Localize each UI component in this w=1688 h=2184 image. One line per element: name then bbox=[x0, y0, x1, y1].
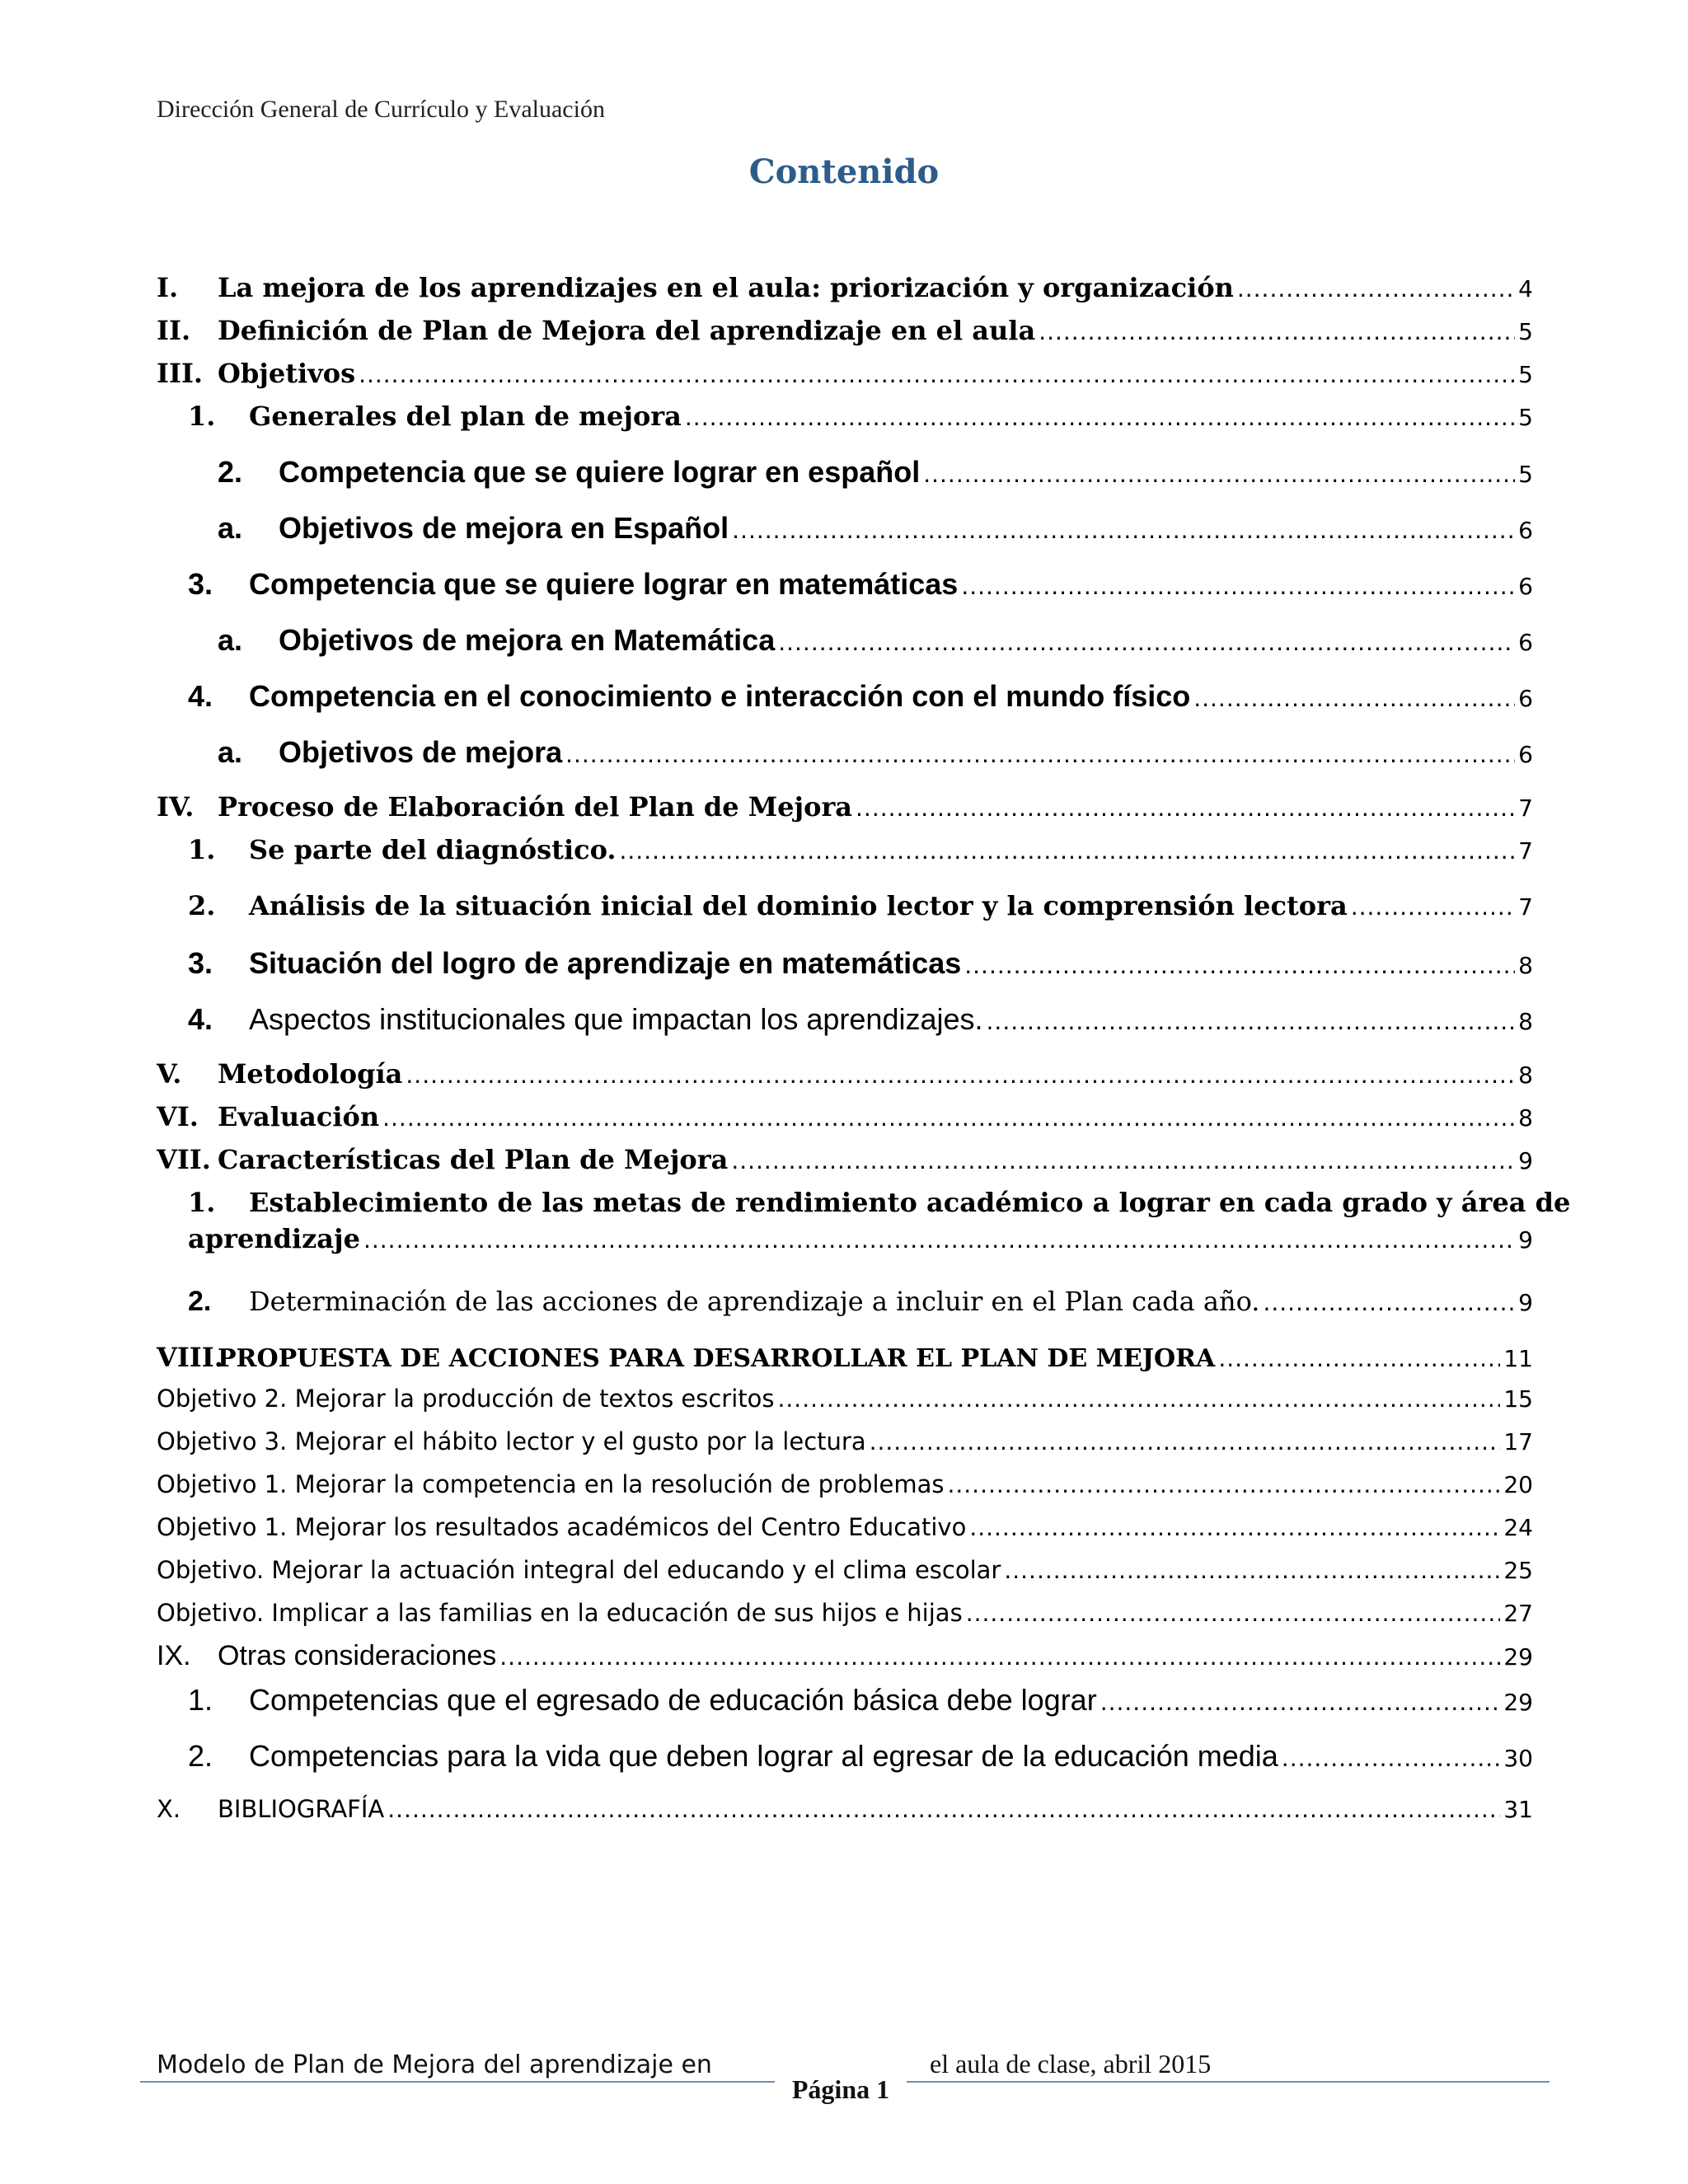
toc-entry[interactable] bbox=[157, 679, 1533, 714]
toc-entry[interactable] bbox=[157, 1640, 1533, 1672]
dot-leader bbox=[870, 1428, 1501, 1455]
toc-entry-page: 17 bbox=[1503, 1428, 1533, 1455]
toc-entry[interactable] bbox=[157, 1513, 1533, 1541]
toc-entry[interactable] bbox=[157, 1795, 1533, 1823]
toc-entry-title: Objetivos bbox=[218, 358, 356, 389]
toc-entry-number: 2. bbox=[188, 1286, 212, 1317]
toc-entry[interactable] bbox=[157, 315, 1533, 346]
toc-entry-title: Proceso de Elaboración del Plan de Mejora bbox=[218, 791, 853, 823]
toc-entry-number: 3. bbox=[188, 946, 213, 980]
toc-entry[interactable] bbox=[157, 1427, 1533, 1455]
toc-entry[interactable] bbox=[157, 1058, 1533, 1090]
dot-leader bbox=[778, 1385, 1501, 1413]
toc-entry-page: 5 bbox=[1518, 361, 1533, 388]
toc-entry[interactable] bbox=[157, 735, 1533, 770]
toc-entry-number: 1. bbox=[188, 834, 216, 865]
toc-entry-page: 27 bbox=[1503, 1600, 1533, 1627]
toc-entry[interactable] bbox=[157, 834, 1533, 865]
dot-leader bbox=[778, 629, 1515, 656]
dot-leader bbox=[964, 952, 1515, 979]
toc-entry-page: 6 bbox=[1518, 629, 1533, 656]
toc-entry-page: 9 bbox=[1518, 1289, 1533, 1316]
toc-entry[interactable] bbox=[157, 1342, 1533, 1373]
toc-entry-title: Otras consideraciones bbox=[218, 1640, 497, 1671]
dot-leader bbox=[620, 837, 1516, 865]
toc-entry-number: 1. bbox=[188, 1187, 216, 1218]
toc-entry[interactable] bbox=[157, 1739, 1533, 1774]
toc-entry-title: La mejora de los aprendizajes en el aula: priorización y organización bbox=[218, 272, 1234, 303]
toc-entry-number: VIII. bbox=[157, 1342, 223, 1373]
toc-entry[interactable] bbox=[157, 1556, 1533, 1584]
dot-leader bbox=[685, 404, 1515, 431]
toc-entry-page: 9 bbox=[1518, 1226, 1533, 1254]
dot-leader bbox=[1237, 275, 1515, 302]
toc-entry-title: Metodología bbox=[218, 1058, 403, 1090]
footer-right-text: el aula de clase, abril 2015 bbox=[930, 2049, 1212, 2079]
toc-entry[interactable] bbox=[157, 272, 1533, 303]
toc-entry-number: 2. bbox=[218, 455, 243, 489]
toc-entry-page: 8 bbox=[1518, 1062, 1533, 1089]
toc-entry[interactable] bbox=[157, 1144, 1533, 1175]
dot-leader bbox=[1039, 318, 1515, 345]
toc-entry-page: 25 bbox=[1503, 1557, 1533, 1584]
dot-leader bbox=[565, 741, 1515, 768]
toc-entry[interactable] bbox=[157, 1385, 1533, 1413]
toc-entry-page: 15 bbox=[1503, 1385, 1533, 1413]
toc-entry-page: 24 bbox=[1503, 1514, 1533, 1541]
dot-leader bbox=[966, 1600, 1501, 1627]
page-header: Dirección General de Currículo y Evaluación bbox=[157, 96, 605, 123]
toc-entry-title: Determinación de las acciones de aprendizaje a incluir en el Plan cada año. bbox=[249, 1286, 1260, 1317]
toc-entry-page: 31 bbox=[1503, 1796, 1533, 1823]
dot-leader bbox=[1004, 1557, 1500, 1584]
toc-entry-title: Competencias que el egresado de educación básica debe lograr bbox=[249, 1683, 1097, 1717]
toc-entry-page: 7 bbox=[1518, 837, 1533, 865]
dot-leader bbox=[947, 1471, 1500, 1498]
toc-entry-title: Situación del logro de aprendizaje en matemáticas bbox=[249, 946, 962, 980]
dot-leader bbox=[1100, 1689, 1501, 1716]
toc-entry-number: 4. bbox=[188, 679, 213, 713]
toc-entry-page: 5 bbox=[1518, 461, 1533, 488]
toc-entry-number: II. bbox=[157, 315, 191, 346]
toc-entry-page: 20 bbox=[1503, 1471, 1533, 1498]
toc-entry-title: Competencia que se quiere lograr en español bbox=[279, 455, 921, 489]
toc-entry[interactable] bbox=[157, 1599, 1533, 1627]
dot-leader bbox=[969, 1514, 1500, 1541]
dot-leader bbox=[987, 1008, 1516, 1035]
toc-entry-title: Generales del plan de mejora bbox=[249, 401, 682, 432]
toc-entry-title: Objetivos de mejora en Matemática bbox=[279, 623, 776, 657]
toc-entry-title: Objetivo 3. Mejorar el hábito lector y el gusto por la lectura bbox=[157, 1427, 866, 1455]
toc-entry-title: Aspectos institucionales que impactan los aprendizajes. bbox=[249, 1002, 983, 1036]
dot-leader bbox=[1193, 685, 1515, 712]
toc-entry-number: IX. bbox=[157, 1640, 191, 1671]
toc-entry[interactable] bbox=[157, 1101, 1533, 1132]
toc-entry-title: Objetivo 1. Mejorar los resultados académicos del Centro Educativo bbox=[157, 1513, 967, 1541]
toc-entry-title: Objetivo 1. Mejorar la competencia en la resolución de problemas bbox=[157, 1470, 945, 1498]
toc-entry-page: 4 bbox=[1518, 275, 1533, 302]
dot-leader bbox=[856, 794, 1515, 822]
footer-left-text: Modelo de Plan de Mejora del aprendizaje en bbox=[157, 2050, 712, 2079]
toc-entry-number: a. bbox=[218, 511, 243, 545]
toc-entry-number: VII. bbox=[157, 1144, 211, 1175]
dot-leader bbox=[363, 1226, 1515, 1254]
toc-entry-page: 8 bbox=[1518, 1008, 1533, 1035]
dot-leader bbox=[961, 573, 1515, 600]
toc-entry[interactable] bbox=[157, 358, 1533, 389]
toc-entry[interactable] bbox=[157, 1187, 1571, 1254]
toc-entry-page: 9 bbox=[1518, 1147, 1533, 1174]
toc-entry[interactable] bbox=[157, 946, 1533, 981]
toc-title: Contenido bbox=[748, 152, 940, 191]
toc-entry-number: V. bbox=[157, 1058, 182, 1090]
toc-entry-title: Objetivo. Implicar a las familias en la educación de sus hijos e hijas bbox=[157, 1599, 963, 1627]
page-number: Página 1 bbox=[775, 2069, 907, 2110]
toc-entry-page: 5 bbox=[1518, 318, 1533, 345]
toc-entry-title: Competencias para la vida que deben lograr al egresar de la educación media bbox=[249, 1739, 1278, 1773]
toc-entry-number: IV. bbox=[157, 791, 195, 823]
dot-leader bbox=[1282, 1745, 1501, 1772]
toc-entry-page: 8 bbox=[1518, 952, 1533, 979]
toc-entry-number: 1. bbox=[188, 1683, 213, 1717]
toc-entry-title: Evaluación bbox=[218, 1101, 380, 1132]
toc-entry[interactable] bbox=[157, 1002, 1533, 1037]
toc-entry[interactable] bbox=[157, 1470, 1533, 1498]
dot-leader bbox=[406, 1062, 1515, 1089]
toc-entry-title: PROPUESTA DE ACCIONES PARA DESARROLLAR EL PLAN DE MEJORA bbox=[218, 1344, 1216, 1373]
toc-entry-page: 29 bbox=[1503, 1689, 1533, 1716]
toc-entry-page: 7 bbox=[1518, 893, 1533, 921]
dot-leader bbox=[499, 1643, 1500, 1671]
toc-entry-title-line1: Establecimiento de las metas de rendimiento académico a lograr en cada grado y área de bbox=[249, 1187, 1571, 1218]
dot-leader bbox=[387, 1796, 1500, 1823]
toc-entry-number: 2. bbox=[188, 890, 216, 921]
toc-entry[interactable] bbox=[157, 567, 1533, 602]
toc-entry-title: Objetivo. Mejorar la actuación integral del educando y el clima escolar bbox=[157, 1556, 1001, 1584]
toc-entry-page: 29 bbox=[1503, 1643, 1533, 1671]
dot-leader bbox=[923, 461, 1515, 488]
toc-entry-title-line2: aprendizaje bbox=[188, 1223, 360, 1254]
toc-entry-page: 8 bbox=[1518, 1104, 1533, 1132]
toc-entry-title: Definición de Plan de Mejora del aprendizaje en el aula bbox=[218, 315, 1036, 346]
toc-entry-title: Competencia en el conocimiento e interacción con el mundo físico bbox=[249, 679, 1191, 713]
dot-leader bbox=[732, 517, 1515, 544]
toc-entry-page: 11 bbox=[1503, 1345, 1533, 1372]
toc-entry-page: 5 bbox=[1518, 404, 1533, 431]
toc-entry[interactable] bbox=[157, 1286, 1533, 1318]
toc-entry-title: Análisis de la situación inicial del dominio lector y la comprensión lectora bbox=[249, 890, 1348, 921]
toc-entry[interactable] bbox=[157, 1683, 1533, 1718]
toc-entry[interactable] bbox=[157, 791, 1533, 823]
dot-leader bbox=[1218, 1345, 1500, 1372]
toc-entry-title: Objetivo 2. Mejorar la producción de textos escritos bbox=[157, 1385, 775, 1413]
toc-entry-page: 6 bbox=[1518, 685, 1533, 712]
toc-entry[interactable] bbox=[157, 623, 1533, 658]
toc-entry-title: BIBLIOGRAFÍA bbox=[218, 1795, 385, 1823]
toc-entry-page: 30 bbox=[1503, 1745, 1533, 1772]
toc-entry[interactable] bbox=[157, 511, 1533, 546]
toc-entry-number: 4. bbox=[188, 1002, 213, 1036]
toc-entry-number: III. bbox=[157, 358, 204, 389]
dot-leader bbox=[359, 361, 1515, 388]
toc-entry-number: X. bbox=[157, 1795, 181, 1823]
toc-entry-title: Características del Plan de Mejora bbox=[218, 1144, 729, 1175]
toc-entry-number: 1. bbox=[188, 401, 216, 432]
toc-entry[interactable] bbox=[157, 890, 1533, 921]
toc-entry-number: a. bbox=[218, 623, 243, 657]
toc-entry-number: 3. bbox=[188, 567, 213, 601]
toc-entry-title: Competencia que se quiere lograr en matemáticas bbox=[249, 567, 959, 601]
dot-leader bbox=[1263, 1289, 1515, 1316]
toc-entry-page: 7 bbox=[1518, 794, 1533, 822]
toc-entry-title: Objetivos de mejora en Español bbox=[279, 511, 729, 545]
toc-entry-page: 6 bbox=[1518, 741, 1533, 768]
toc-entry-number: a. bbox=[218, 735, 243, 769]
toc-entry-page: 6 bbox=[1518, 517, 1533, 544]
toc-entry-number: I. bbox=[157, 272, 179, 303]
dot-leader bbox=[1351, 893, 1515, 921]
dot-leader bbox=[382, 1104, 1515, 1132]
toc-entry-page: 6 bbox=[1518, 573, 1533, 600]
toc-entry-title: Objetivos de mejora bbox=[279, 735, 563, 769]
toc-entry[interactable] bbox=[157, 455, 1533, 490]
toc-entry-title: Se parte del diagnóstico. bbox=[249, 834, 617, 865]
toc-entry[interactable] bbox=[157, 401, 1533, 432]
toc-entry-number: 2. bbox=[188, 1739, 213, 1773]
dot-leader bbox=[731, 1147, 1515, 1174]
toc-entry-number: VI. bbox=[157, 1101, 199, 1132]
